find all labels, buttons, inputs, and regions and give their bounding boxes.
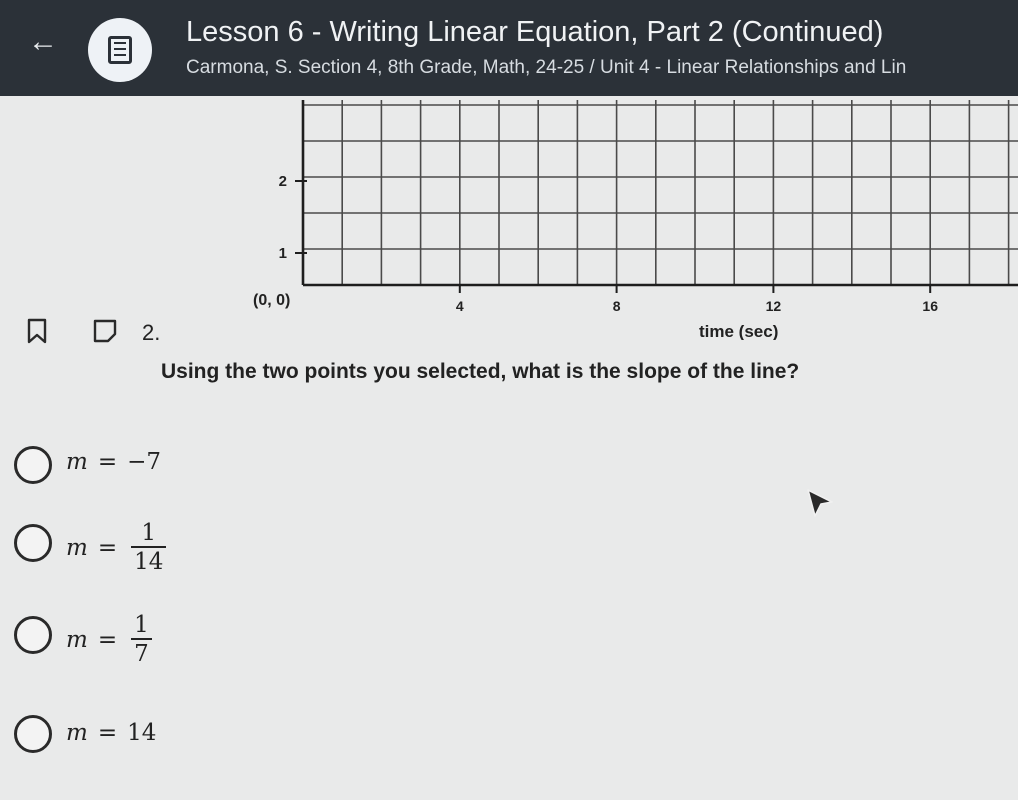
answer-option-4[interactable]	[8, 706, 308, 766]
document-list-icon	[88, 18, 152, 82]
arrow-left-icon[interactable]: ←	[28, 25, 58, 58]
question-number: 2.	[142, 320, 161, 345]
radio-button[interactable]	[14, 616, 52, 654]
option-equals: =	[97, 627, 118, 653]
answer-option-2[interactable]	[8, 520, 308, 580]
mouse-cursor-icon	[806, 488, 836, 520]
option-math	[66, 720, 156, 746]
fraction-numerator: 1	[141, 520, 157, 546]
lesson-header	[0, 0, 1018, 96]
radio-button[interactable]	[14, 446, 52, 484]
y-tick-label: 2	[278, 173, 287, 190]
answer-option-3[interactable]	[8, 612, 308, 672]
x-tick-label: 16	[922, 298, 938, 314]
coordinate-graph	[0, 100, 1018, 340]
graph-grid	[303, 100, 1018, 285]
x-tick-labels	[456, 285, 938, 314]
option-math	[66, 449, 161, 475]
bookmark-icon[interactable]	[26, 318, 48, 344]
option-variable: m	[66, 535, 88, 561]
lesson-title: Lesson 6 - Writing Linear Equation, Part 2 (Continued)	[186, 16, 884, 48]
option-variable: m	[66, 627, 88, 653]
option-fraction	[131, 520, 166, 576]
radio-button[interactable]	[14, 524, 52, 562]
answer-option-1[interactable]	[8, 435, 308, 495]
option-math	[66, 612, 152, 668]
x-axis-label: time (sec)	[699, 322, 779, 340]
option-value: 14	[127, 720, 157, 746]
option-variable: m	[66, 720, 88, 746]
lesson-breadcrumb: Carmona, S. Section 4, 8th Grade, Math, 24-25 / Unit 4 - Linear Relationships and Lin	[186, 57, 907, 78]
x-tick-label: 12	[765, 298, 782, 314]
radio-button[interactable]	[14, 715, 52, 753]
fraction-numerator: 1	[134, 612, 149, 638]
option-value: −7	[127, 449, 161, 475]
option-equals: =	[97, 449, 118, 475]
flag-icon[interactable]	[92, 318, 118, 344]
x-tick-label: 4	[455, 298, 464, 314]
y-tick-label: 1	[278, 245, 287, 262]
question-text: Using the two points you selected, what is the slope of the line?	[161, 360, 800, 383]
graph-axes	[303, 100, 1018, 285]
x-tick-label: 8	[612, 298, 621, 314]
origin-label: (0, 0)	[253, 292, 291, 309]
option-equals: =	[97, 720, 118, 746]
fraction-denominator: 14	[134, 549, 164, 575]
fraction-denominator: 7	[134, 641, 149, 667]
option-equals: =	[97, 535, 118, 561]
option-variable: m	[66, 449, 88, 475]
option-fraction	[131, 612, 152, 668]
option-math	[66, 520, 166, 576]
